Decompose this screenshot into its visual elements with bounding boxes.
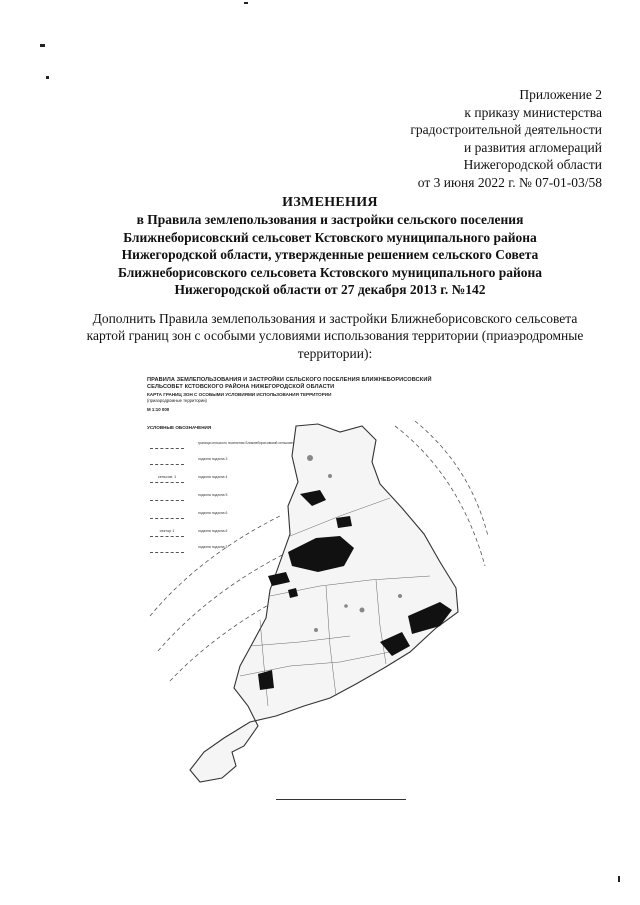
- heading-line: Нижегородской области от 27 декабря 2013 г. №142: [174, 282, 486, 298]
- appendix-line: градостроительной деятельности: [410, 122, 602, 138]
- heading-title: ИЗМЕНЕНИЯ: [282, 195, 378, 210]
- legend-item: [150, 542, 300, 554]
- legend-label: граница сельского поселения Ближнеборисовский сельсовет: [198, 441, 295, 445]
- map-scale: М 1:10 000: [147, 406, 170, 412]
- heading-line: Ближнеборисовского сельсовета Кстовского муниципального района: [117, 264, 543, 280]
- intro-paragraph: [70, 310, 600, 362]
- legend-label: подзона подзона 6: [198, 511, 228, 515]
- legend-swatch: [150, 508, 184, 519]
- intro-line: Дополнить Правила землепользования и застройки Ближнеборисовского сельсовета: [92, 311, 578, 326]
- map-title-line: СЕЛЬСОВЕТ КСТОВСКОГО РАЙОНА НИЖЕГОРОДСКОЙ ОБЛАСТИ: [147, 383, 335, 390]
- heading-line: Ближнеборисовский сельсовет Кстовского муниципального района: [123, 229, 537, 245]
- map-subtitle-2: (приаэродромные территории): [147, 397, 207, 403]
- document-heading: [60, 194, 600, 298]
- map-header: [147, 377, 477, 412]
- map-title-line: ПРАВИЛА ЗЕМЛЕПОЛЬЗОВАНИЯ И ЗАСТРОЙКИ СЕЛЬСКОГО ПОСЕЛЕНИЯ БЛИЖНЕБОРИСОВСКИЙ: [147, 377, 432, 383]
- legend-item: [150, 526, 300, 538]
- heading-line: в Правила землепользования и застройки сельского поселения: [136, 212, 524, 228]
- intro-line: территории):: [297, 345, 373, 361]
- appendix-line: и развития агломераций: [463, 139, 602, 155]
- legend-label: подзона подзона 5: [198, 493, 228, 497]
- heading-line: Нижегородской области, утвержденные решением сельского Совета: [121, 247, 539, 263]
- closing-rule: [276, 799, 406, 800]
- legend-label: подзона подзона 4: [198, 475, 228, 479]
- legend-swatch: сельсов. 1: [150, 472, 184, 483]
- scan-speck: [46, 76, 49, 79]
- legend-item: [150, 508, 300, 520]
- legend-swatch: [150, 542, 184, 553]
- intro-line: картой границ зон с особыми условиями использования территории (приаэродромные: [86, 328, 584, 344]
- zone-map: [140, 366, 488, 796]
- scan-speck: [40, 44, 45, 47]
- legend-swatch: сектор 1: [150, 526, 184, 537]
- appendix-line: от 3 июня 2022 г. № 07-01-03/58: [417, 174, 602, 190]
- map-drawing: [140, 366, 488, 796]
- appendix-line: к приказу министерства: [464, 104, 602, 120]
- legend-label: подзона подзона 6: [198, 529, 228, 533]
- legend-label: подзона подзона 3: [198, 545, 228, 549]
- legend-item: [150, 490, 300, 502]
- appendix-block: [390, 86, 602, 192]
- scan-speck: [244, 2, 248, 4]
- appendix-line: Нижегородской области: [463, 157, 602, 173]
- legend-item: [150, 438, 300, 450]
- legend-swatch: [150, 454, 184, 465]
- legend-swatch: [150, 490, 184, 501]
- legend-label: подзона подзона 3: [198, 457, 228, 461]
- legend-swatch: [150, 438, 184, 449]
- scan-speck: [618, 876, 620, 882]
- appendix-line: Приложение 2: [519, 87, 602, 102]
- map-subtitle: КАРТА ГРАНИЦ ЗОН С ОСОБЫМИ УСЛОВИЯМИ ИСПОЛЬЗОВАНИЯ ТЕРРИТОРИИ: [147, 392, 332, 398]
- legend-title: УСЛОВНЫЕ ОБОЗНАЧЕНИЯ: [147, 425, 212, 430]
- legend-item: [150, 472, 300, 484]
- legend-item: [150, 454, 300, 466]
